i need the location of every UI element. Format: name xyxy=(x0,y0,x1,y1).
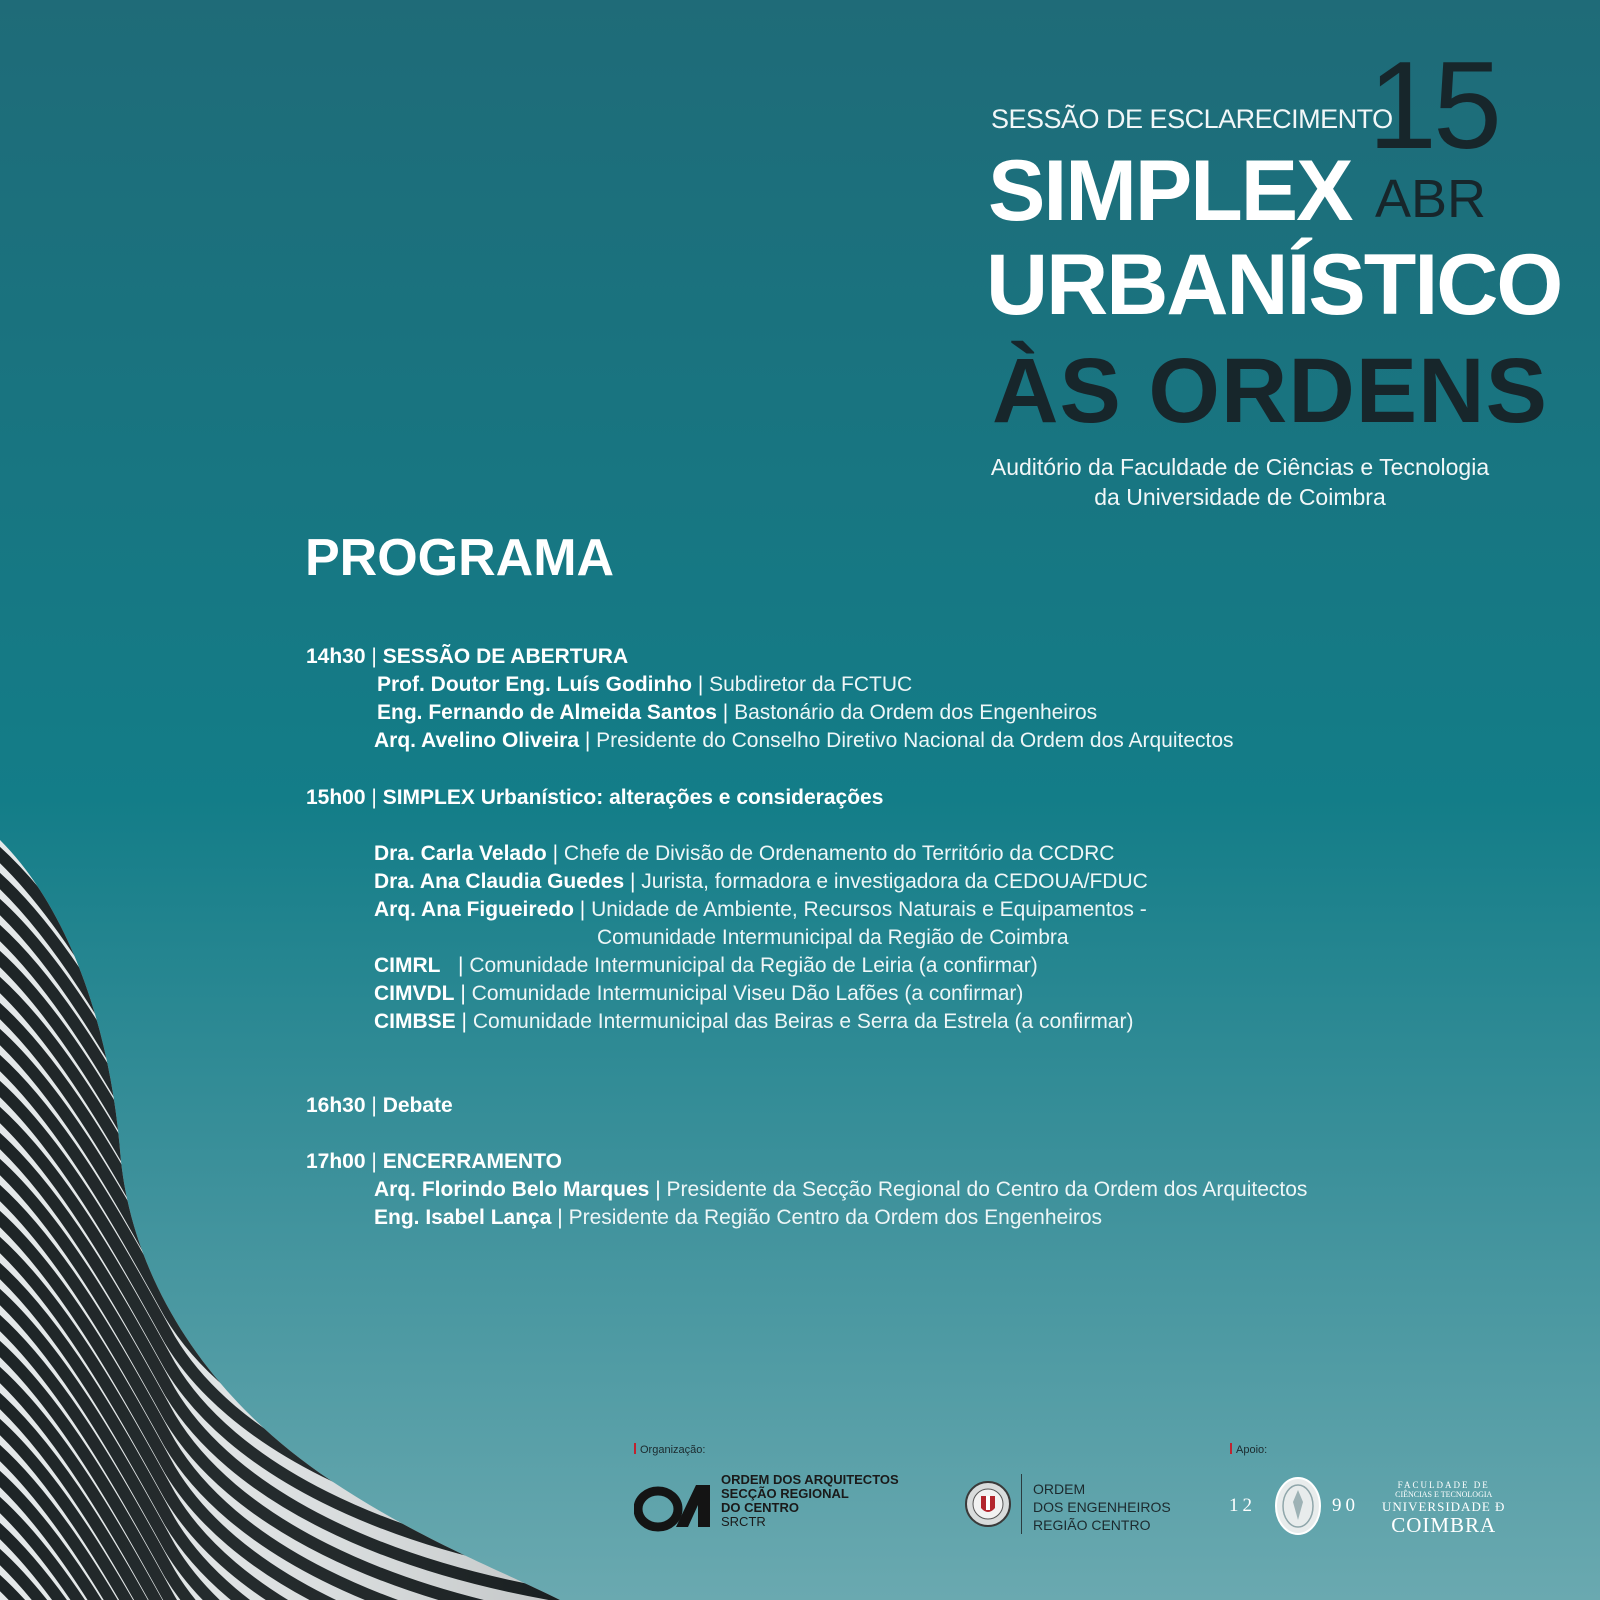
speaker-role: Presidente do Conselho Diretivo Nacional da Ordem dos Arquitectos xyxy=(596,729,1234,752)
speaker-role: Jurista, formadora e investigadora da CEDOUA/FDUC xyxy=(641,870,1148,893)
speaker-line: CIMVDL | Comunidade Intermunicipal Viseu Dão Lafões (a confirmar) xyxy=(374,982,1024,1005)
speaker-role: Bastonário da Ordem dos Engenheiros xyxy=(734,701,1098,724)
speaker-role: Comunidade Intermunicipal da Região de Coimbra xyxy=(597,926,1069,949)
speaker-name: CIMBSE xyxy=(374,1010,456,1033)
speaker-line: CIMBSE | Comunidade Intermunicipal das Beiras e Serra da Estrela (a confirmar) xyxy=(374,1010,1134,1033)
session-heading: 14h30 | SESSÃO DE ABERTURA xyxy=(306,645,629,668)
speaker-line: Arq. Ana Figueiredo | Unidade de Ambiente, Recursos Naturais e Equipamentos - xyxy=(374,898,1147,921)
session-heading: 15h00 | SIMPLEX Urbanístico: alterações e considerações xyxy=(306,786,884,809)
speaker-role: Comunidade Intermunicipal Viseu Dão Lafões (a confirmar) xyxy=(471,982,1024,1005)
oa-line-4: SRCTR xyxy=(721,1514,766,1529)
session-label: SESSÃO DE ABERTURA xyxy=(382,645,629,668)
event-venue xyxy=(985,452,1495,512)
speaker-line: Arq. Florindo Belo Marques | Presidente da Secção Regional do Centro da Ordem dos Arquitectos xyxy=(374,1178,1308,1201)
speaker-line: Dra. Carla Velado | Chefe de Divisão de Ordenamento do Território da CCDRC xyxy=(374,842,1115,865)
speaker-role: Presidente da Região Centro da Ordem dos Engenheiros xyxy=(568,1206,1103,1229)
session-time: 14h30 xyxy=(306,645,366,668)
session-time: 16h30 xyxy=(306,1094,366,1117)
speaker-line: Dra. Ana Claudia Guedes | Jurista, formadora e investigadora da CEDOUA/FDUC xyxy=(374,870,1148,893)
speaker-role-continuation xyxy=(597,924,1069,952)
speaker-name: Eng. Fernando de Almeida Santos xyxy=(377,701,717,724)
speaker-name: Dra. Ana Claudia Guedes xyxy=(374,870,625,893)
speaker-name: Arq. Florindo Belo Marques xyxy=(374,1178,650,1201)
oe-line-3: REGIÃO CENTRO xyxy=(1033,1517,1151,1533)
session-time: 15h00 xyxy=(306,786,366,809)
oe-line-2: DOS ENGENHEIROS xyxy=(1033,1499,1171,1515)
oe-seal-icon xyxy=(963,1476,1013,1532)
speaker-line: Eng. Isabel Lança | Presidente da Região Centro da Ordem dos Engenheiros xyxy=(374,1206,1103,1229)
uc-line-1: FACULDADE DE xyxy=(1397,1480,1490,1490)
uc-line-4: COIMBRA xyxy=(1391,1513,1497,1537)
uc-logo-text xyxy=(1382,1480,1505,1536)
speaker-name: Arq. Avelino Oliveira xyxy=(374,729,580,752)
speaker-line: CIMRL | Comunidade Intermunicipal da Região de Leiria (a confirmar) xyxy=(374,952,1038,980)
oe-divider xyxy=(1021,1474,1022,1534)
session-heading: 16h30 | Debate xyxy=(306,1094,453,1117)
support-label: Apoio: xyxy=(1230,1443,1267,1456)
speaker-role: Chefe de Divisão de Ordenamento do Território da CCDRC xyxy=(563,842,1115,865)
venue-line-1: Auditório da Faculdade de Ciências e Tecnologia xyxy=(990,454,1490,480)
speaker-name: Eng. Isabel Lança xyxy=(374,1206,552,1229)
session-label: SIMPLEX Urbanístico: alterações e considerações xyxy=(382,786,884,809)
speaker-line: Prof. Doutor Eng. Luís Godinho | Subdiretor da FCTUC xyxy=(377,673,913,696)
speaker-role: Comunidade Intermunicipal da Região de Leiria (a confirmar) xyxy=(469,954,1038,977)
oe-line-1: ORDEM xyxy=(1033,1481,1086,1497)
programa-title: PROGRAMA xyxy=(305,529,615,587)
speaker-role: Comunidade Intermunicipal das Beiras e Serra da Estrela (a confirmar) xyxy=(472,1010,1134,1033)
speaker-name: Arq. Ana Figueiredo xyxy=(374,898,574,921)
uc-year-right: 90 xyxy=(1332,1495,1359,1516)
speaker-name: CIMVDL xyxy=(374,982,455,1005)
speaker-line: Arq. Avelino Oliveira | Presidente do Conselho Diretivo Nacional da Ordem dos Arquitectos xyxy=(374,729,1234,752)
event-title-line-2: URBANÍSTICO xyxy=(986,237,1562,333)
speaker-name: Dra. Carla Velado xyxy=(374,842,547,865)
oa-logo-icon xyxy=(634,1475,716,1535)
speaker-role: Unidade de Ambiente, Recursos Naturais e Equipamentos - xyxy=(591,898,1147,921)
oa-line-2: SECÇÃO REGIONAL xyxy=(721,1486,849,1501)
venue-line-2: da Universidade de Coimbra xyxy=(1094,484,1386,510)
organization-label: Organização: xyxy=(634,1443,705,1456)
speaker-name: Prof. Doutor Eng. Luís Godinho xyxy=(377,673,692,696)
uc-line-3: UNIVERSIDADE Ð xyxy=(1382,1499,1506,1514)
session-label: Debate xyxy=(382,1094,453,1117)
event-title-line-3: ÀS ORDENS xyxy=(992,340,1548,442)
speaker-role: Subdiretor da FCTUC xyxy=(709,673,913,696)
session-heading: 17h00 | ENCERRAMENTO xyxy=(306,1150,562,1173)
oe-logo-text xyxy=(1033,1480,1171,1534)
speaker-name: CIMRL xyxy=(374,954,441,977)
uc-seal-icon xyxy=(1273,1476,1323,1536)
oa-logo-text xyxy=(721,1473,899,1529)
event-kicker: SESSÃO DE ESCLARECIMENTO xyxy=(991,104,1393,134)
oa-line-3: DO CENTRO xyxy=(721,1500,799,1515)
session-label: ENCERRAMENTO xyxy=(382,1150,562,1173)
oa-line-1: ORDEM DOS ARQUITECTOS xyxy=(721,1472,899,1487)
session-time: 17h00 xyxy=(306,1150,366,1173)
event-title-line-1: SIMPLEX xyxy=(988,143,1352,239)
event-month: ABR xyxy=(1375,169,1487,229)
speaker-role: Presidente da Secção Regional do Centro da Ordem dos Arquitectos xyxy=(666,1178,1308,1201)
speaker-line: Eng. Fernando de Almeida Santos | Bastonário da Ordem dos Engenheiros xyxy=(377,701,1098,724)
uc-line-2: CIÊNCIAS E TECNOLOGIA xyxy=(1395,1490,1493,1499)
event-day: 15 xyxy=(1368,37,1498,175)
uc-year-left: 12 xyxy=(1229,1495,1256,1516)
